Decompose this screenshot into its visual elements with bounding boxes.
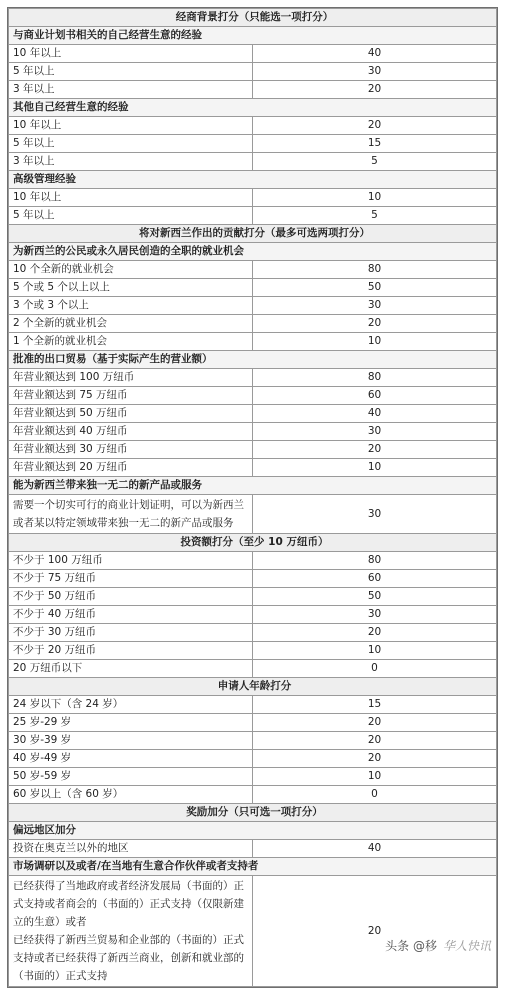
- subsection-title: 与商业计划书相关的自己经营生意的经验: [9, 27, 497, 45]
- table-row: [9, 876, 497, 987]
- table-row: [9, 333, 497, 351]
- score-cell: 30: [253, 63, 497, 81]
- scoring-table-body: [9, 9, 497, 987]
- criterion-cell: 不少于 20 万纽币: [9, 642, 253, 660]
- criterion-cell: 年营业额达到 75 万纽币: [9, 387, 253, 405]
- score-cell: 0: [253, 786, 497, 804]
- criterion-cell: 5 年以上: [9, 63, 253, 81]
- criterion-cell: 3 个或 3 个以上: [9, 297, 253, 315]
- criterion-cell: 60 岁以上（含 60 岁）: [9, 786, 253, 804]
- subsection-title: 市场调研以及或者/在当地有生意合作伙伴或者支持者: [9, 858, 497, 876]
- subsection-title-row: [9, 858, 497, 876]
- subsection-title: 其他自己经营生意的经验: [9, 99, 497, 117]
- subsection-title-row: [9, 351, 497, 369]
- table-row: [9, 405, 497, 423]
- criterion-cell: 10 个全新的就业机会: [9, 261, 253, 279]
- section-title-row: [9, 678, 497, 696]
- table-row: [9, 279, 497, 297]
- section-title-row: [9, 9, 497, 27]
- table-row: [9, 642, 497, 660]
- table-row: [9, 732, 497, 750]
- score-cell: 15: [253, 135, 497, 153]
- subsection-title-row: [9, 171, 497, 189]
- table-row: [9, 81, 497, 99]
- subsection-title-row: [9, 99, 497, 117]
- criterion-cell: 10 年以上: [9, 117, 253, 135]
- table-row: [9, 624, 497, 642]
- score-cell: 80: [253, 369, 497, 387]
- subsection-title: 能为新西兰带来独一无二的新产品或服务: [9, 477, 497, 495]
- score-cell: 30: [253, 495, 497, 534]
- scoring-table: [7, 7, 498, 988]
- criterion-cell: 5 个或 5 个以上以上: [9, 279, 253, 297]
- table-row: [9, 63, 497, 81]
- subsection-title-row: [9, 477, 497, 495]
- section-title-row: [9, 225, 497, 243]
- table-row: [9, 45, 497, 63]
- table-row: [9, 660, 497, 678]
- table-row: [9, 552, 497, 570]
- criterion-cell: 5 年以上: [9, 207, 253, 225]
- criterion-cell: 不少于 40 万纽币: [9, 606, 253, 624]
- score-cell: 20: [253, 714, 497, 732]
- table-row: [9, 315, 497, 333]
- criterion-cell: 5 年以上: [9, 135, 253, 153]
- table-row: [9, 750, 497, 768]
- subsection-title-row: [9, 243, 497, 261]
- subsection-title: 批准的出口贸易（基于实际产生的营业额）: [9, 351, 497, 369]
- table-row: [9, 714, 497, 732]
- score-cell: 60: [253, 387, 497, 405]
- section-title: 经商背景打分（只能选一项打分）: [9, 9, 497, 27]
- table-row: [9, 459, 497, 477]
- table-row: [9, 768, 497, 786]
- score-cell: 50: [253, 279, 497, 297]
- criterion-cell: 10 年以上: [9, 189, 253, 207]
- criterion-cell: 不少于 50 万纽币: [9, 588, 253, 606]
- score-cell: 30: [253, 297, 497, 315]
- table-row: [9, 495, 497, 534]
- score-cell: 20: [253, 315, 497, 333]
- watermark-logo: 华人快讯: [442, 939, 491, 953]
- criterion-cell: 50 岁-59 岁: [9, 768, 253, 786]
- section-title-row: [9, 804, 497, 822]
- section-title: 申请人年龄打分: [9, 678, 497, 696]
- score-cell: 80: [253, 261, 497, 279]
- section-title: 奖励加分（只可选一项打分）: [9, 804, 497, 822]
- table-row: [9, 441, 497, 459]
- table-row: [9, 840, 497, 858]
- section-title: 将对新西兰作出的贡献打分（最多可选两项打分）: [9, 225, 497, 243]
- score-cell: 60: [253, 570, 497, 588]
- criterion-cell: 需要一个切实可行的商业计划证明，可以为新西兰或者某以特定领域带来独一无二的新产品或服务: [9, 495, 253, 534]
- subsection-title: 高级管理经验: [9, 171, 497, 189]
- score-cell: 0: [253, 660, 497, 678]
- section-title-row: [9, 534, 497, 552]
- score-cell: 80: [253, 552, 497, 570]
- criterion-cell: 不少于 30 万纽币: [9, 624, 253, 642]
- criterion-cell: 年营业额达到 50 万纽币: [9, 405, 253, 423]
- table-row: [9, 297, 497, 315]
- table-row: [9, 189, 497, 207]
- score-cell: 50: [253, 588, 497, 606]
- score-cell: 10: [253, 333, 497, 351]
- criterion-cell: 2 个全新的就业机会: [9, 315, 253, 333]
- table-row: [9, 387, 497, 405]
- score-cell: 10: [253, 642, 497, 660]
- table-row: [9, 588, 497, 606]
- criterion-cell: 不少于 75 万纽币: [9, 570, 253, 588]
- table-row: [9, 570, 497, 588]
- criterion-cell: 25 岁-29 岁: [9, 714, 253, 732]
- score-cell: 30: [253, 423, 497, 441]
- criterion-cell: 10 年以上: [9, 45, 253, 63]
- table-row: [9, 423, 497, 441]
- criterion-cell: 年营业额达到 40 万纽币: [9, 423, 253, 441]
- table-row: [9, 696, 497, 714]
- score-cell: 10: [253, 459, 497, 477]
- table-row: [9, 135, 497, 153]
- criterion-cell: 不少于 100 万纽币: [9, 552, 253, 570]
- score-cell: 10: [253, 768, 497, 786]
- table-row: [9, 261, 497, 279]
- subsection-title-row: [9, 822, 497, 840]
- score-cell: 40: [253, 45, 497, 63]
- score-cell: 20: [253, 117, 497, 135]
- score-cell: 20: [253, 441, 497, 459]
- watermark-text: 头条 @移: [385, 939, 437, 953]
- criterion-cell: 投资在奥克兰以外的地区: [9, 840, 253, 858]
- table-row: [9, 153, 497, 171]
- criterion-cell: 已经获得了当地政府或者经济发展局（书面的）正式支持或者商会的（书面的）正式支持（仅限新建立的生意）或者 已经获得了新西兰贸易和企业部的（书面的）正式支持或者已经获得了新西兰商业，创新和就业部的（书面的）正式支持: [9, 876, 253, 987]
- score-cell: 20: [253, 81, 497, 99]
- score-cell: 5: [253, 207, 497, 225]
- subsection-title: 偏远地区加分: [9, 822, 497, 840]
- table-row: [9, 117, 497, 135]
- score-cell: 5: [253, 153, 497, 171]
- criterion-cell: 40 岁-49 岁: [9, 750, 253, 768]
- score-cell: 10: [253, 189, 497, 207]
- table-row: [9, 606, 497, 624]
- score-cell: 20: [253, 732, 497, 750]
- criterion-cell: 年营业额达到 30 万纽币: [9, 441, 253, 459]
- score-cell: 20: [253, 624, 497, 642]
- table-row: [9, 207, 497, 225]
- criterion-cell: 1 个全新的就业机会: [9, 333, 253, 351]
- criterion-cell: 年营业额达到 100 万纽币: [9, 369, 253, 387]
- criterion-cell: 24 岁以下（含 24 岁）: [9, 696, 253, 714]
- subsection-title: 为新西兰的公民或永久居民创造的全职的就业机会: [9, 243, 497, 261]
- watermark: [381, 936, 495, 955]
- criterion-cell: 20 万纽币以下: [9, 660, 253, 678]
- score-cell: 30: [253, 606, 497, 624]
- criterion-cell: 30 岁-39 岁: [9, 732, 253, 750]
- score-cell: 20: [253, 876, 497, 987]
- criterion-cell: 年营业额达到 20 万纽币: [9, 459, 253, 477]
- score-cell: 15: [253, 696, 497, 714]
- table-row: [9, 786, 497, 804]
- section-title: 投资额打分（至少 10 万纽币）: [9, 534, 497, 552]
- criterion-cell: 3 年以上: [9, 81, 253, 99]
- score-cell: 20: [253, 750, 497, 768]
- score-cell: 40: [253, 840, 497, 858]
- criterion-cell: 3 年以上: [9, 153, 253, 171]
- table-row: [9, 369, 497, 387]
- subsection-title-row: [9, 27, 497, 45]
- score-cell: 40: [253, 405, 497, 423]
